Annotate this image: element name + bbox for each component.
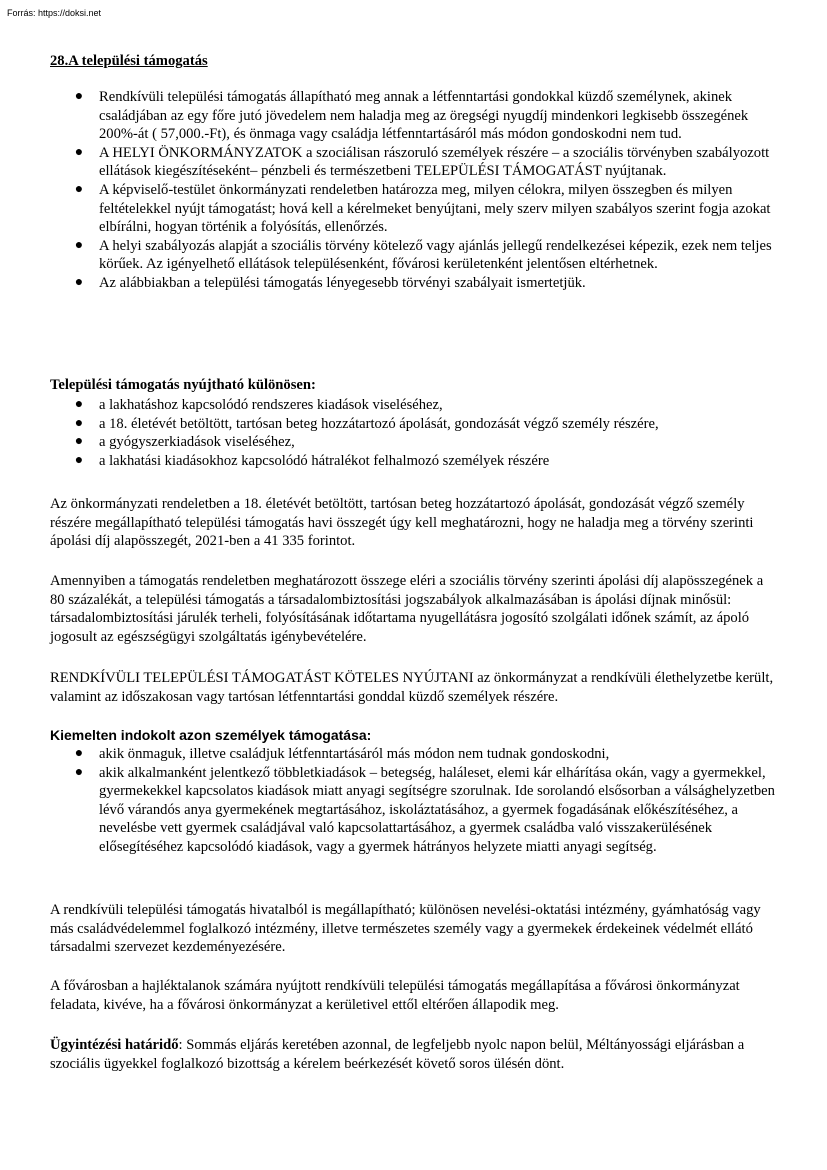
list-item: ● akik alkalmanként jelentkező többletkiadások – betegség, haláleset, elemi kár elhárítása okán, vagy a gyermekkel, gyermekekkel kapcsolatos kiadások miatt anyagi segítségre szorulnak. Ide sorolandó elsősorban a válsághelyzetben lévő várandós anya gyermekének megtartásához, iskoláztatásához, a gyermek fogadásának előkészítéséhez, a nevelésbe vett gyermek családjával való kapcsolattartásához, a gyermek családba való visszakerülésének elősegítéséhez kapcsolódó kiadások, vagy a gyermek hátrányos helyzete miatti anyagi segítség. [74,764,775,855]
deadline-text: : Sommás eljárás keretében azonnal, de legfeljebb nyolc napon belül, Méltányossági eljárásban a szociális ügyekkel foglalkozó bizottság a kérelem beérkezését követő soros ülésén dönt. [50,1037,745,1072]
section2-list [50,745,780,857]
section1-heading: Települési támogatás nyújtható különösen: [50,377,316,393]
paragraph: RENDKÍVÜLI TELEPÜLÉSI TÁMOGATÁST KÖTELES NYÚJTANI az önkormányzat a rendkívüli élethelyzetbe került, valamint az időszakosan vagy tartósan létfenntartási gonddal küzdő személyek részére. [50,670,774,705]
bullet-icon: ● [74,237,84,253]
bullet-icon: ● [74,746,84,761]
paragraph: Az önkormányzati rendeletben a 18. életévét betöltött, tartósan beteg hozzátartozó ápolását, gondozását végző személy részére megállapítható települési támogatás havi összegét úgy kell meghatározni, hogy ne haladja meg a törvény szerinti ápolási díj alapösszegét, 2021-ben a 41 335 forintot. [50,496,754,550]
bullet-icon: ● [74,452,84,468]
list-item: ● a gyógyszerkiadások viseléséhez, [74,434,295,451]
bullet-icon: ● [74,397,84,412]
section1-list [50,396,780,470]
page-title: 28.A települési támogatás [50,53,208,69]
deadline-label: Ügyintézési határidő [50,1037,179,1053]
list-item: ● Az alábbiakban a települési támogatás lényegesebb törvényi szabályait ismertetjük. [74,274,586,291]
list-item: ● a lakhatási kiadásokhoz kapcsolódó hátralékot felhalmozó személyek részére [74,452,550,469]
bullet-icon: ● [74,144,84,160]
bullet-icon: ● [74,274,84,290]
list-item: ● Rendkívüli települési támogatás állapítható meg annak a létfenntartási gondokkal küzdő személynek, akinek családjában az egy főre jutó jövedelem nem haladja meg az öregségi nyugdíj mindenkori legkisebb összegének 200%-át ( 57,000.-Ft), és önmaga vagy családja létfenntartásáról más módon gondoskodni nem tud. [74,89,749,143]
bullet-icon: ● [74,764,84,780]
list-item: ● A helyi szabályozás alapját a szociális törvény kötelező vagy ajánlás jellegű rendelkezései képezik, ezek nem teljes körűek. Az igényelhető ellátások településenként, fővárosi kerületenként jelentősen eltérhetnek. [74,237,772,273]
list-item: ● akik önmaguk, illetve családjuk létfenntartásáról más módon nem tudnak gondoskodni, [74,746,610,762]
list-item: ● A HELYI ÖNKORMÁNYZATOK a szociálisan rászoruló személyek részére – a szociális törvényben szabályozott ellátások kiegészítéseként– pénzbeli és természetbeni TELEPÜLÉSI TÁMOGATÁST nyújtanak. [74,144,770,180]
paragraph: Amennyiben a támogatás rendeletben meghatározott összege eléri a szociális törvény szerinti ápolási díj alapösszegének a 80 százalékát, a települési támogatás a társadalombiztosítási jogszabályok alkalmazásában is ápolási díjnak minősül: társadalombiztosítási járulék terheli, folyósításának időtartama nyugellátásra jogosító szolgálati időnek számít, az ápoló jogosult az egészségügyi szolgáltatás igénybevételére. [50,573,764,645]
list-item: ● a lakhatáshoz kapcsolódó rendszeres kiadások viseléséhez, [74,397,443,413]
section2-heading: Kiemelten indokolt azon személyek támogatása: [50,727,372,743]
deadline-paragraph [50,1036,780,1073]
intro-bullet-list [50,88,780,293]
source-label: Forrás: https://doksi.net [7,8,102,18]
bullet-icon: ● [74,434,84,450]
paragraph: A fővárosban a hajléktalanok számára nyújtott rendkívüli települési támogatás megállapítása a fővárosi önkormányzat feladata, kivéve, ha a fővárosi önkormányzat a kerületivel ettől eltérően állapodik meg. [50,978,740,1013]
paragraph: A rendkívüli települési támogatás hivatalból is megállapítható; különösen nevelési-oktatási intézmény, gyámhatóság vagy más családvédelemmel foglalkozó intézmény, illetve természetes személy vagy a gyermekek érdekeinek védelmét ellátó társadalmi szervezet kezdeményezésére. [50,902,761,956]
bullet-icon: ● [74,181,84,197]
bullet-icon: ● [74,89,84,104]
bullet-icon: ● [74,415,84,431]
list-item: ● a 18. életévét betöltött, tartósan beteg hozzátartozó ápolását, gondozását végző személy részére, [74,415,659,432]
list-item: ● A képviselő-testület önkormányzati rendeletben határozza meg, milyen célokra, milyen összegben és milyen feltételekkel nyújt támogatást; hová kell a kérelmeket benyújtani, mely szerv milyen szabályos szerint fogja azokat elbírálni, hogyan történik a folyósítás, ellenőrzés. [74,181,771,236]
